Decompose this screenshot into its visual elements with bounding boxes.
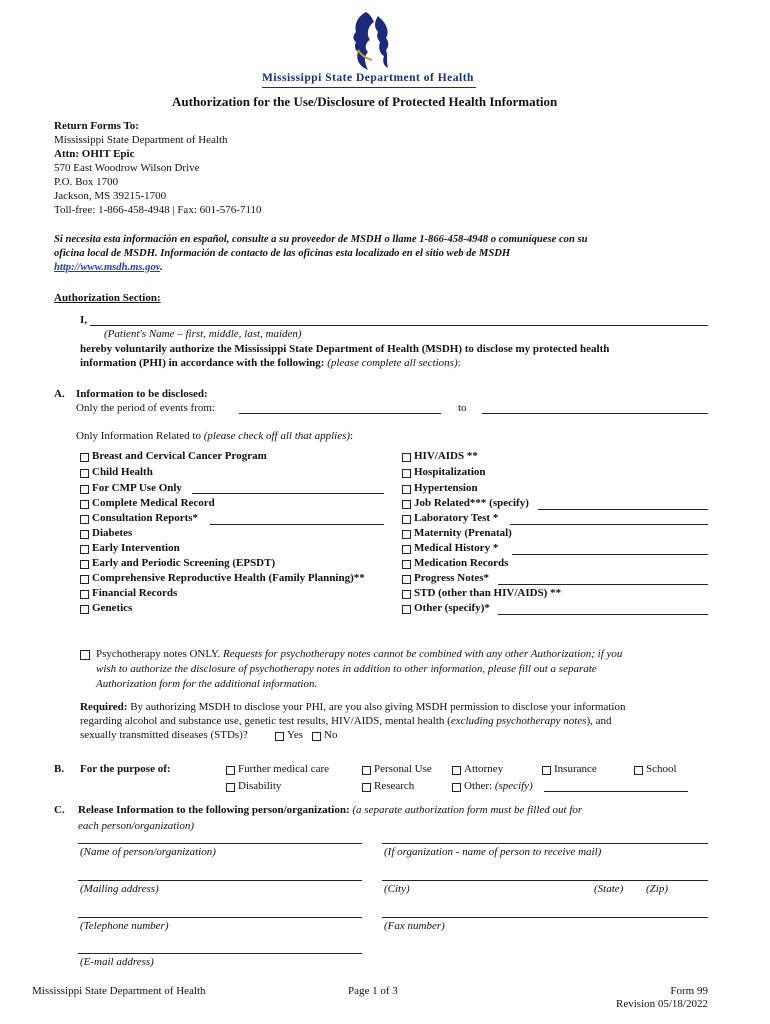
checkbox[interactable] <box>80 500 89 509</box>
purpose-checkbox[interactable] <box>362 783 371 792</box>
checkbox[interactable] <box>402 515 411 524</box>
checkbox[interactable] <box>402 500 411 509</box>
checklist-item-label: Child Health <box>92 466 153 478</box>
purpose-checkbox[interactable] <box>226 783 235 792</box>
no-checkbox[interactable] <box>312 732 321 741</box>
required-label: Required: <box>80 701 128 713</box>
auth-line2-bold: information (PHI) in accordance with the following: <box>80 357 325 369</box>
footer-org: Mississippi State Department of Health <box>32 985 206 997</box>
mailing-address-label: (Mailing address) <box>80 883 159 895</box>
checklist-item-label: Financial Records <box>92 587 178 599</box>
purpose-option: Other: <box>464 780 493 792</box>
auth-line2-italic: (please complete all sections) <box>327 357 458 369</box>
checklist-item-label: Complete Medical Record <box>92 497 215 509</box>
return-line3: 570 East Woodrow Wilson Drive <box>54 162 200 174</box>
checklist-item-label: Early Intervention <box>92 542 180 554</box>
section-a-letter: A. <box>54 388 65 400</box>
return-line1: Mississippi State Department of Health <box>54 134 228 146</box>
purpose-option: School <box>646 763 677 775</box>
city-state-zip-field[interactable] <box>382 880 708 881</box>
psych-line3: Authorization form for the additional information. <box>96 678 318 690</box>
related-end: : <box>350 430 354 442</box>
mailing-address-field[interactable] <box>78 880 362 881</box>
auth-line1: hereby voluntarily authorize the Mississippi State Department of Health (MSDH) to disclose my protected health <box>80 343 610 355</box>
footer-form: Form 99 <box>670 985 708 997</box>
fax-label: (Fax number) <box>384 920 445 932</box>
checkbox[interactable] <box>402 469 411 478</box>
checkbox[interactable] <box>402 485 411 494</box>
section-b-letter: B. <box>54 763 65 775</box>
checklist-item-label: Comprehensive Reproductive Health (Family Planning)** <box>92 572 365 584</box>
org-person-label: (If organization - name of person to receive mail) <box>384 846 602 858</box>
psych-line1: Requests for psychotherapy notes cannot be combined with any other Authorization; if you <box>223 648 623 660</box>
checkbox[interactable] <box>80 560 89 569</box>
logo-org-name: Mississippi State Department of Health <box>262 72 474 84</box>
return-line6: Toll-free: 1-866-458-4948 | Fax: 601-576-7110 <box>54 204 262 216</box>
recipient-name-label: (Name of person/organization) <box>80 846 216 858</box>
checklist-item-label: Hypertension <box>414 482 478 494</box>
checkbox[interactable] <box>80 605 89 614</box>
checklist-item-label: Diabetes <box>92 527 133 539</box>
checkbox[interactable] <box>80 515 89 524</box>
recipient-name-field[interactable] <box>78 843 362 844</box>
zip-label: (Zip) <box>646 883 668 895</box>
purpose-option: Disability <box>238 780 282 792</box>
related-hint: (please check off all that applies) <box>203 430 351 442</box>
no-label: No <box>324 729 338 741</box>
purpose-checkbox[interactable] <box>542 766 551 775</box>
i-label: I, <box>80 314 88 326</box>
checkbox[interactable] <box>402 545 411 554</box>
checkbox[interactable] <box>80 575 89 584</box>
msdh-logo <box>344 10 394 72</box>
checkbox[interactable] <box>80 590 89 599</box>
return-label: Return Forms To: <box>54 120 139 132</box>
city-label: (City) <box>384 883 410 895</box>
spanish-line2: oficina local de MSDH. Información de contacto de las oficinas esta localizado en el sitio web de MSDH <box>54 248 511 259</box>
checklist-item-label: Other (specify)* <box>414 602 490 614</box>
purpose-option: Research <box>374 780 415 792</box>
purpose-checkbox[interactable] <box>634 766 643 775</box>
checkbox[interactable] <box>402 590 411 599</box>
required-line1: By authorizing MSDH to disclose your PHI, are you also giving MSDH permission to disclose your information <box>130 701 626 713</box>
checklist-item-label: Breast and Cervical Cancer Program <box>92 450 267 462</box>
section-c-hint2: each person/organization) <box>78 820 194 832</box>
state-label: (State) <box>594 883 624 895</box>
purpose-option: Attorney <box>464 763 504 775</box>
checkbox[interactable] <box>80 485 89 494</box>
checklist-item-label: Job Related*** (specify) <box>414 497 529 509</box>
profile-silhouette-icon <box>344 10 394 72</box>
checklist-item-label: Maternity (Prenatal) <box>414 527 512 539</box>
return-line5: Jackson, MS 39215-1700 <box>54 190 167 202</box>
checklist-item-label: Progress Notes* <box>414 572 490 584</box>
checkbox[interactable] <box>402 453 411 462</box>
checkbox[interactable] <box>80 545 89 554</box>
email-field[interactable] <box>78 953 362 954</box>
checkbox[interactable] <box>402 575 411 584</box>
yes-label: Yes <box>287 729 304 741</box>
purpose-checkbox[interactable] <box>362 766 371 775</box>
checklist-item-label: For CMP Use Only <box>92 482 182 494</box>
lab-test-field[interactable] <box>510 524 708 525</box>
email-label: (E-mail address) <box>80 956 154 968</box>
purpose-option: Insurance <box>554 763 597 775</box>
medical-history-field[interactable] <box>512 554 708 555</box>
psychotherapy-checkbox[interactable] <box>80 650 90 660</box>
logo-divider <box>262 87 476 88</box>
cmp-use-field[interactable] <box>192 493 384 494</box>
checkbox[interactable] <box>80 453 89 462</box>
section-c-hint1: (a separate authorization form must be filled out for <box>352 804 583 816</box>
link-suffix: . <box>160 262 163 273</box>
required-line2a: regarding alcohol and substance use, genetic test results, HIV/AIDS, mental health ( <box>80 715 451 727</box>
checkbox[interactable] <box>80 469 89 478</box>
purpose-option: Personal Use <box>374 763 432 775</box>
spanish-line1: Si necesita esta información en español, consulte a su proveedor de MSDH o llame 1-866-458-4948 o comuníquese con su <box>54 234 588 245</box>
checklist-item-label: HIV/AIDS ** <box>414 450 478 462</box>
psych-line2: wish to authorize the disclosure of psychotherapy notes in addition to other information, please fill out a separate <box>96 663 597 675</box>
consultation-reports-field[interactable] <box>210 524 384 525</box>
required-line3: sexually transmitted diseases (STDs)? <box>80 729 248 741</box>
related-label: Only Information Related to <box>76 430 201 442</box>
period-from-field[interactable] <box>239 413 441 414</box>
progress-notes-field[interactable] <box>498 584 708 585</box>
checkbox[interactable] <box>402 560 411 569</box>
required-line2c: ), and <box>586 715 612 727</box>
return-line2: Attn: OHIT Epic <box>54 148 135 160</box>
section-a-heading: Information to be disclosed: <box>76 388 208 400</box>
msdh-website-link[interactable]: http://www.msdh.ms.gov <box>54 262 161 273</box>
psych-label: Psychotherapy notes ONLY. <box>96 648 221 660</box>
checkbox[interactable] <box>402 605 411 614</box>
checkbox[interactable] <box>80 530 89 539</box>
telephone-field[interactable] <box>78 917 362 918</box>
required-line2b: excluding psychotherapy notes <box>450 715 587 727</box>
other-specify-field[interactable] <box>498 614 708 615</box>
auth-line2-end: : <box>457 357 461 369</box>
period-to-field[interactable] <box>482 413 708 414</box>
purpose-checkbox[interactable] <box>226 766 235 775</box>
checkbox[interactable] <box>402 530 411 539</box>
return-line4: P.O. Box 1700 <box>54 176 119 188</box>
auth-section-heading: Authorization Section: <box>54 292 161 304</box>
org-person-field[interactable] <box>382 843 708 844</box>
section-b-heading: For the purpose of: <box>80 763 171 775</box>
footer-page: Page 1 of 3 <box>348 985 398 997</box>
section-c-heading: Release Information to the following person/organization: <box>78 804 350 816</box>
checklist-item-label: Medical History * <box>414 542 499 554</box>
patient-name-field[interactable] <box>90 325 708 326</box>
period-to-label: to <box>458 402 467 414</box>
fax-field[interactable] <box>382 917 708 918</box>
page-title: Authorization for the Use/Disclosure of Protected Health Information <box>172 94 558 109</box>
checklist-item-label: Medication Records <box>414 557 509 569</box>
purpose-option: Further medical care <box>238 763 330 775</box>
checklist-item-label: Genetics <box>92 602 133 614</box>
telephone-label: (Telephone number) <box>80 920 169 932</box>
checklist-item-label: Hospitalization <box>414 466 486 478</box>
purpose-other-field[interactable] <box>544 791 688 792</box>
period-label: Only the period of events from: <box>76 402 215 414</box>
section-c-letter: C. <box>54 804 65 816</box>
checklist-item-label: Early and Periodic Screening (EPSDT) <box>92 557 276 569</box>
checklist-item-label: Laboratory Test * <box>414 512 499 524</box>
checklist-item-label: STD (other than HIV/AIDS) ** <box>414 587 562 599</box>
footer-revision: Revision 05/18/2022 <box>616 998 708 1010</box>
job-related-field[interactable] <box>538 509 708 510</box>
purpose-checkbox[interactable] <box>452 783 461 792</box>
checklist-item-label: Consultation Reports* <box>92 512 199 524</box>
purpose-checkbox[interactable] <box>452 766 461 775</box>
patient-name-hint: (Patient's Name – first, middle, last, maiden) <box>104 328 302 340</box>
specify-hint: (specify) <box>494 780 533 792</box>
yes-checkbox[interactable] <box>275 732 284 741</box>
